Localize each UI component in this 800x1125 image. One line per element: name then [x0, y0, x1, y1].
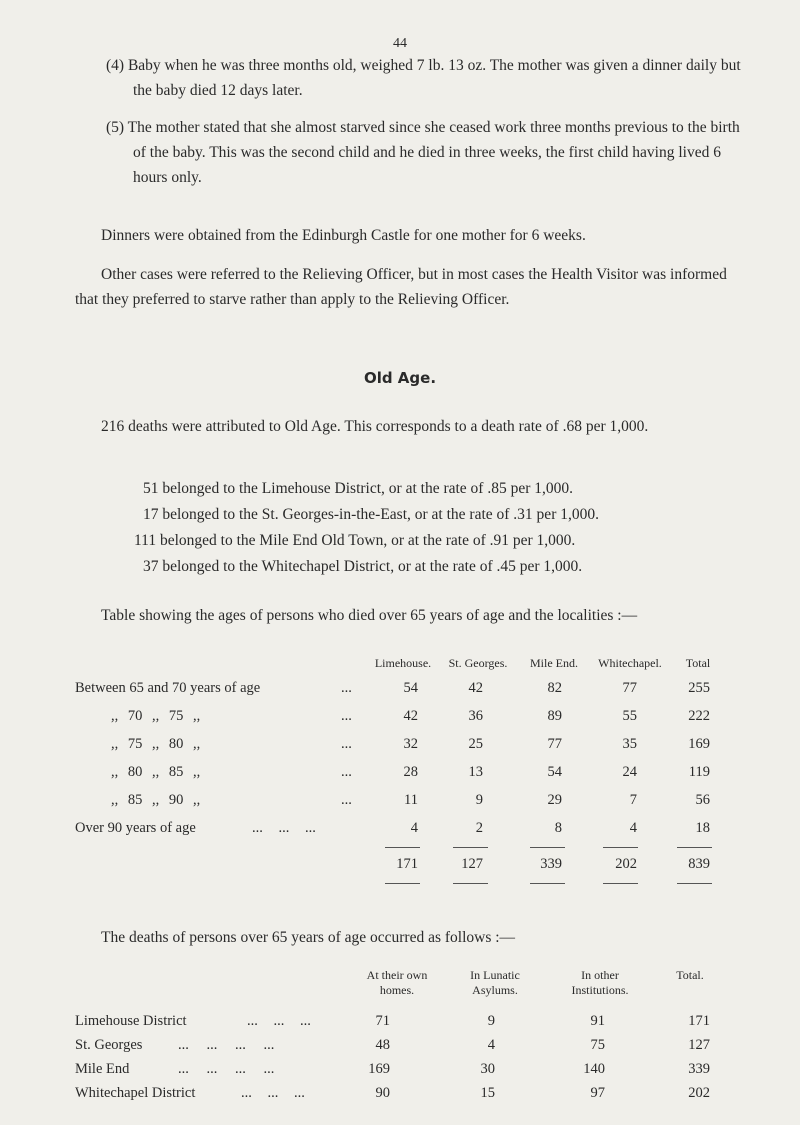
total-rule: [385, 847, 420, 848]
table-cell: 54: [403, 680, 418, 696]
table-row-label: St. Georges: [75, 1037, 143, 1053]
table-row-label: Between 65 and 70 years of age: [75, 680, 261, 696]
table-cell: 48: [375, 1037, 390, 1053]
table-cell: 171: [688, 1013, 710, 1029]
total-cell: 127: [461, 856, 483, 872]
case-5-paragraph: (5) The mother stated that she almost starved since she ceased work three months previous to the birth of the baby. This was the second child and he died in three weeks, the first child having lived 6 hours only.: [106, 119, 740, 186]
leader-dots: ... ... ... ...: [178, 1037, 275, 1053]
table-cell: 4: [629, 820, 637, 836]
table-cell: 169: [688, 736, 710, 752]
table-cell: 75: [590, 1037, 605, 1053]
table-cell: 13: [468, 764, 483, 780]
leader-dots: ...: [341, 708, 352, 724]
column-header-institutions: In other Institutions.: [571, 968, 629, 997]
total-rule: [603, 883, 638, 884]
table-cell: 25: [468, 736, 483, 752]
table-cell: 18: [695, 820, 710, 836]
table-cell: 97: [590, 1085, 605, 1101]
table-cell: 77: [622, 680, 637, 696]
table-cell: 9: [487, 1013, 495, 1029]
total-cell: 171: [396, 856, 418, 872]
table-cell: 255: [688, 680, 710, 696]
deaths-summary-paragraph: 216 deaths were attributed to Old Age. This corresponds to a death rate of .68 per 1,000.: [101, 418, 649, 435]
table-cell: 29: [547, 792, 562, 808]
table-cell: 24: [622, 764, 637, 780]
leader-dots: ...: [341, 792, 352, 808]
table-cell: 54: [547, 764, 562, 780]
section-heading: Old Age.: [363, 369, 437, 387]
total-rule: [677, 883, 712, 884]
table-cell: 30: [480, 1061, 495, 1077]
total-rule: [453, 883, 488, 884]
total-cell: 839: [688, 856, 710, 872]
table-cell: 15: [480, 1085, 495, 1101]
table-cell: 9: [475, 792, 483, 808]
column-header-total: Total.: [676, 968, 704, 982]
table-cell: 55: [622, 708, 637, 724]
column-header-mile-end: Mile End.: [530, 656, 578, 670]
table-cell: 11: [404, 792, 418, 808]
table-row-label: ,, 80 ,, 85 ,,: [111, 764, 201, 780]
leader-dots: ... ... ... ...: [178, 1061, 275, 1077]
leader-dots: ... ... ...: [247, 1013, 311, 1029]
total-rule: [677, 847, 712, 848]
rate-line-whitechapel: 37 belonged to the Whitechapel District, or at the rate of .45 per 1,000.: [143, 558, 583, 575]
total-cell: 339: [540, 856, 562, 872]
table-row-label: ,, 75 ,, 80 ,,: [111, 736, 201, 752]
table-cell: 32: [403, 736, 418, 752]
column-header-homes: At their own homes.: [366, 968, 428, 997]
leader-dots: ... ... ...: [252, 820, 316, 836]
column-header-st-georges: St. Georges.: [448, 656, 508, 670]
table-cell: 119: [688, 764, 710, 780]
table-cell: 7: [629, 792, 637, 808]
leader-dots: ...: [341, 764, 352, 780]
table-cell: 169: [368, 1061, 390, 1077]
leader-dots: ...: [341, 736, 352, 752]
table-cell: 4: [410, 820, 418, 836]
total-rule: [603, 847, 638, 848]
table-row-label: ,, 85 ,, 90 ,,: [111, 792, 201, 808]
table-cell: 35: [622, 736, 637, 752]
table-cell: 222: [688, 708, 710, 724]
other-cases-paragraph: Other cases were referred to the Relieving Officer, but in most cases the Health Visitor was informed that they preferred to starve rather than apply to the Relieving Officer.: [75, 266, 727, 308]
leader-dots: ... ... ...: [241, 1085, 305, 1101]
rate-line-mile-end: 111 belonged to the Mile End Old Town, or at the rate of .91 per 1,000.: [134, 532, 576, 549]
table-cell: 140: [583, 1061, 605, 1077]
table-row-label: ,, 70 ,, 75 ,,: [111, 708, 201, 724]
rate-line-st-georges: 17 belonged to the St. Georges-in-the-East, or at the rate of .31 per 1,000.: [143, 506, 599, 523]
page-number: 44: [393, 36, 407, 51]
total-rule: [530, 847, 565, 848]
table-cell: 4: [487, 1037, 495, 1053]
table-cell: 42: [468, 680, 483, 696]
table-cell: 339: [688, 1061, 710, 1077]
table-cell: 90: [375, 1085, 390, 1101]
column-header-whitechapel: Whitechapel.: [598, 656, 662, 670]
table-cell: 36: [468, 708, 483, 724]
column-header-asylums: In Lunatic Asylums.: [470, 968, 520, 997]
table-cell: 71: [375, 1013, 390, 1029]
column-header-total: Total: [685, 656, 711, 670]
table-row-label: Limehouse District: [75, 1013, 187, 1029]
total-rule: [385, 883, 420, 884]
total-rule: [530, 883, 565, 884]
column-header-limehouse: Limehouse.: [374, 656, 432, 670]
table-cell: 77: [547, 736, 562, 752]
table-cell: 8: [554, 820, 562, 836]
total-rule: [453, 847, 488, 848]
total-cell: 202: [615, 856, 637, 872]
table-row-label: Whitechapel District: [75, 1085, 196, 1101]
dinners-paragraph: Dinners were obtained from the Edinburgh Castle for one mother for 6 weeks.: [101, 227, 586, 244]
table2-intro: The deaths of persons over 65 years of age occurred as follows :—: [101, 929, 516, 946]
leader-dots: ...: [341, 680, 352, 696]
case-4-paragraph: (4) Baby when he was three months old, weighed 7 lb. 13 oz. The mother was given a dinner daily but the baby died 12 days later.: [106, 57, 741, 99]
table-cell: 127: [688, 1037, 710, 1053]
table-cell: 82: [547, 680, 562, 696]
table-cell: 56: [695, 792, 710, 808]
table-cell: 91: [590, 1013, 605, 1029]
table-cell: 28: [403, 764, 418, 780]
table-cell: 202: [688, 1085, 710, 1101]
rate-line-limehouse: 51 belonged to the Limehouse District, or at the rate of .85 per 1,000.: [143, 480, 574, 497]
table-cell: 2: [475, 820, 483, 836]
table-row-label: Mile End: [75, 1061, 130, 1077]
table-row-label: Over 90 years of age: [75, 820, 196, 836]
table1-intro: Table showing the ages of persons who died over 65 years of age and the localities :—: [101, 607, 638, 624]
table-cell: 42: [403, 708, 418, 724]
table-cell: 89: [547, 708, 562, 724]
